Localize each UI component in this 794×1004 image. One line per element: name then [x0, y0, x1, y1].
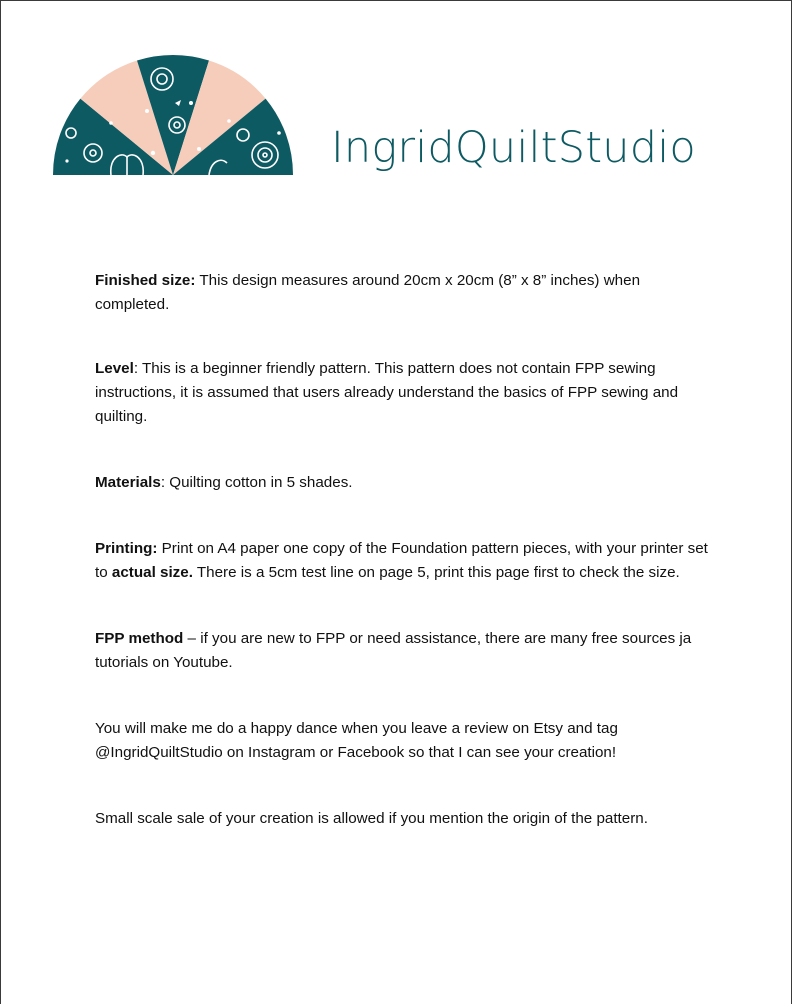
finished-size-text: This design measures around 20cm x 20cm (8” x 8” inches) when completed. — [95, 272, 641, 313]
materials-text: : Quilting cotton in 5 shades. — [160, 474, 353, 491]
pattern-info — [95, 269, 715, 831]
fpp-method-text: – if you are new to FPP or need assistance, there are many free sources ja tutorials on Youtube. — [95, 630, 692, 671]
review-request-paragraph: You will make me do a happy dance when you leave a review on Etsy and tag @IngridQuiltStudio on Instagram or Facebook so that I can see your creation! — [95, 720, 618, 761]
fpp-method-label: FPP method — [95, 630, 184, 647]
printing-emphasis: actual size. — [111, 564, 193, 581]
materials-paragraph — [95, 471, 715, 495]
finished-size-label: Finished size: — [95, 272, 196, 289]
fpp-method-paragraph — [95, 627, 715, 675]
printing-text-after: There is a 5cm test line on page 5, print this page first to check the size. — [192, 564, 680, 581]
level-label: Level — [95, 360, 134, 377]
level-paragraph — [95, 357, 715, 429]
quilt-fan-logo-icon — [51, 53, 295, 177]
printing-label: Printing: — [95, 540, 158, 557]
printing-text-before: Print on A4 paper one copy of the Foundation pattern pieces, with your printer set to — [95, 540, 708, 581]
materials-label: Materials — [95, 474, 161, 491]
level-text: : This is a beginner friendly pattern. This pattern does not contain FPP sewing instructions, it is assumed that users already understand the basics of FPP sewing and quilting. — [95, 360, 679, 425]
brand-name: IngridQuiltStudio — [331, 123, 696, 173]
sale-permission-paragraph: Small scale sale of your creation is allowed if you mention the origin of the pattern. — [95, 810, 648, 827]
printing-paragraph — [95, 537, 715, 585]
finished-size-paragraph — [95, 269, 715, 317]
